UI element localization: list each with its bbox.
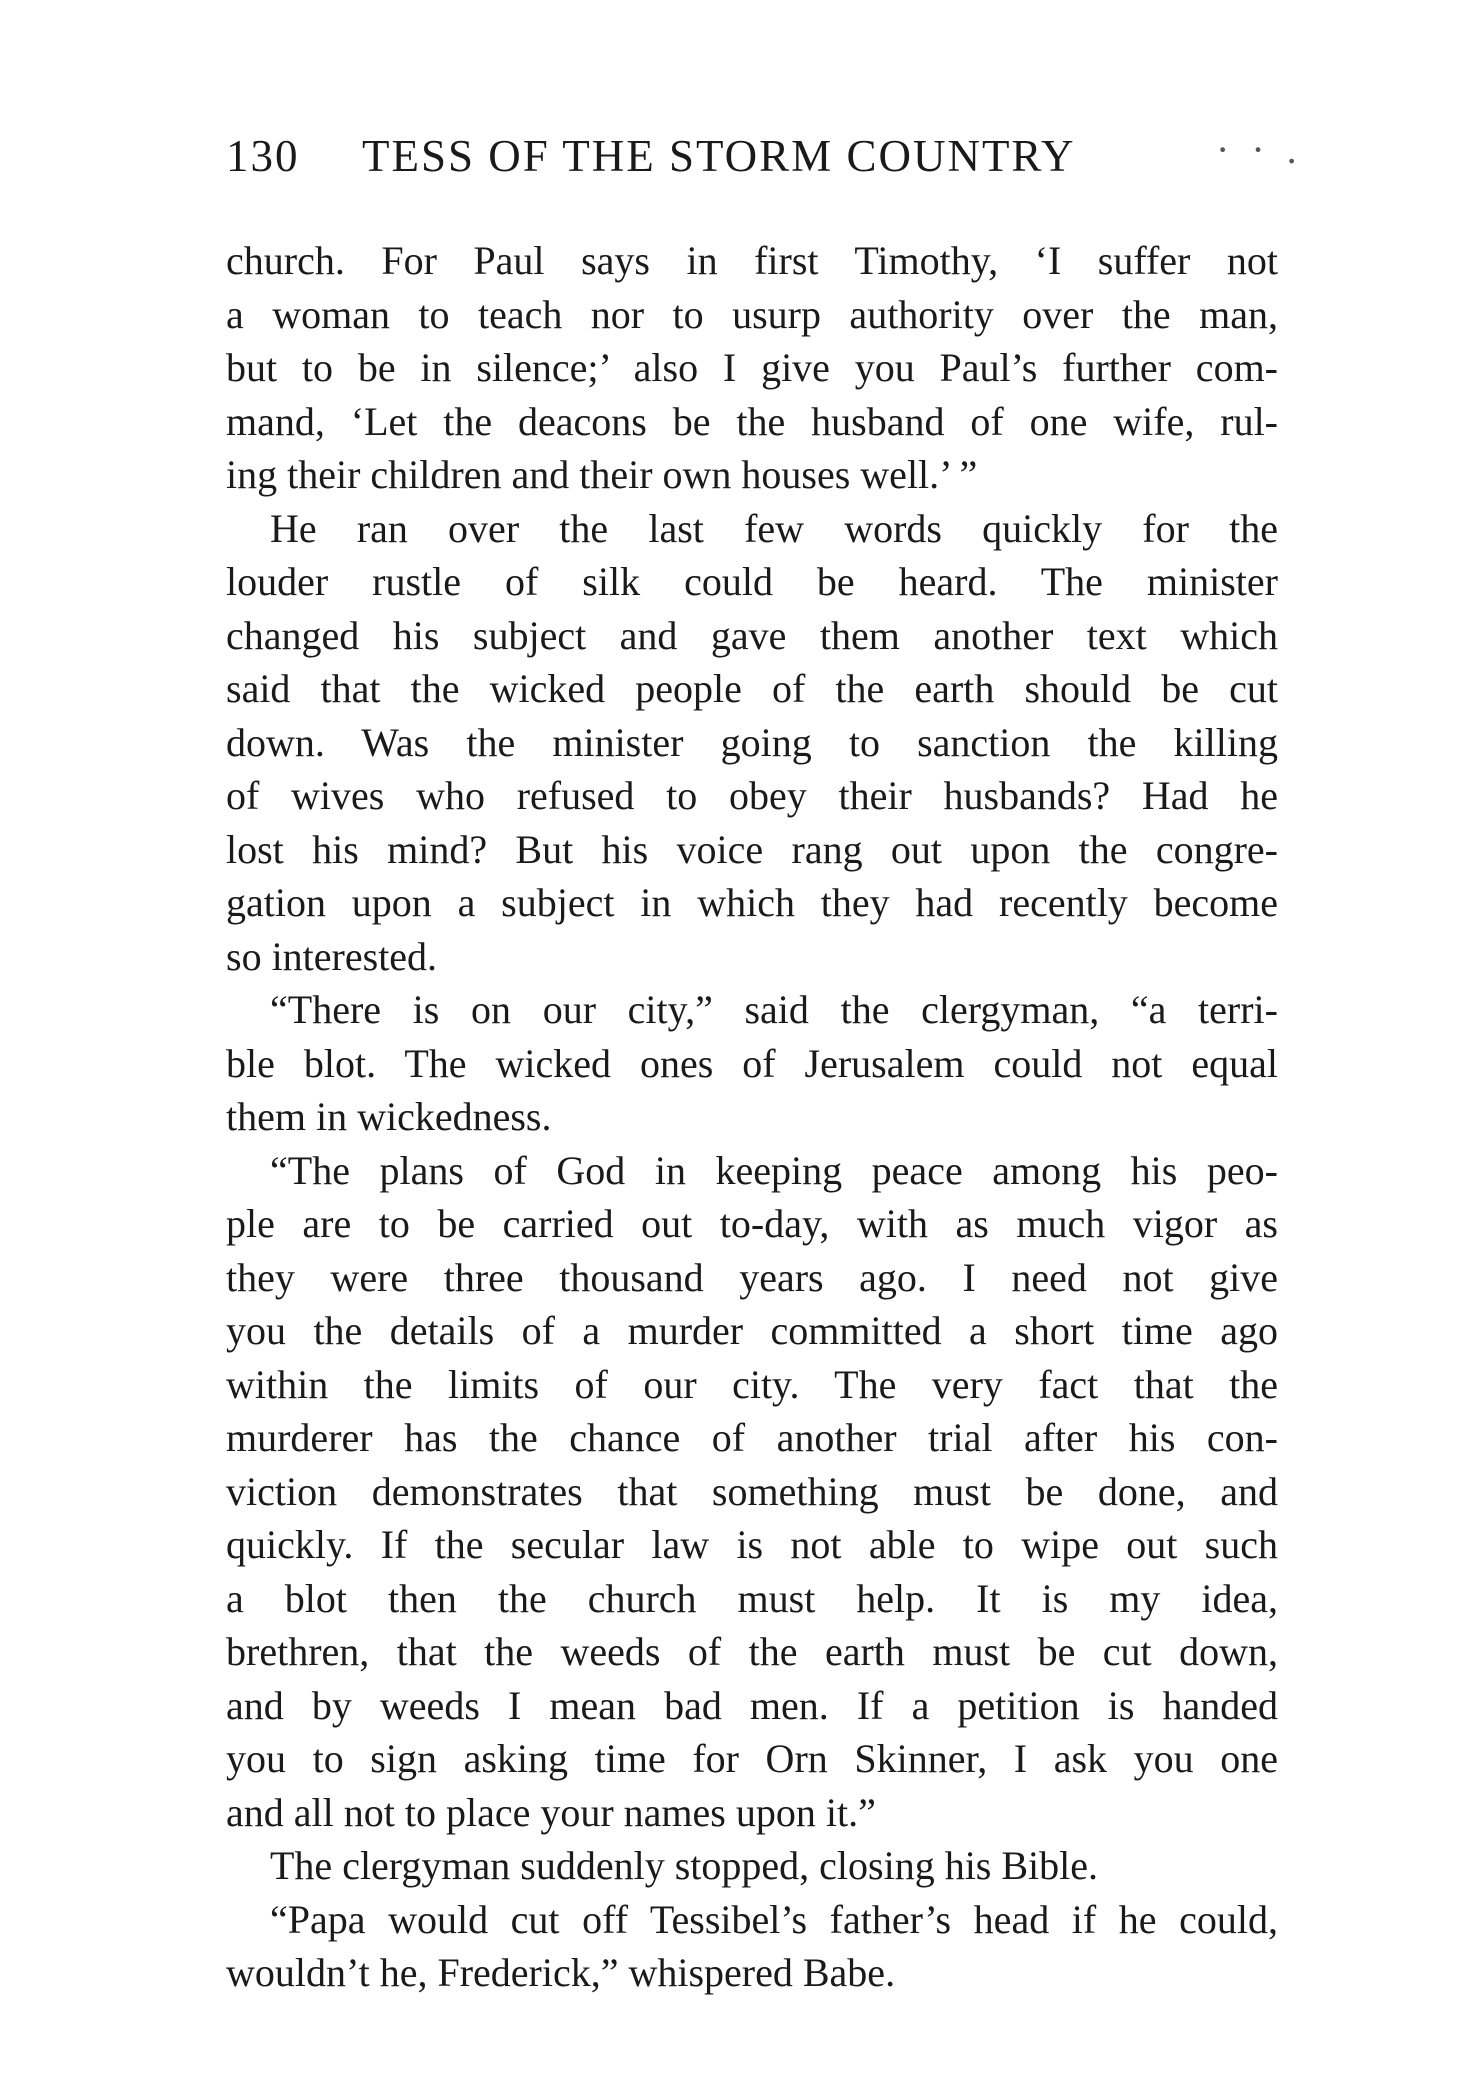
text-line: but to be in silence;’ also I give you Paul’s further com- bbox=[226, 345, 1278, 390]
text-line: ing their children and their own houses well.’ ” bbox=[226, 452, 978, 497]
header-mark: · · . bbox=[1216, 127, 1303, 172]
text-line: a blot then the church must help. It is my idea, bbox=[226, 1575, 1278, 1621]
text-line: changed his subject and gave them another text which bbox=[226, 612, 1278, 658]
text-line: murderer has the chance of another trial after his con- bbox=[226, 1415, 1278, 1460]
text-line: brethren, that the weeds of the earth must be cut down, bbox=[226, 1629, 1278, 1674]
paragraph bbox=[226, 1144, 1278, 1840]
text-line: them in wickedness. bbox=[226, 1094, 552, 1139]
text-line: He ran over the last few words quickly for the bbox=[270, 505, 1278, 551]
paragraph bbox=[226, 502, 1278, 984]
text-line: “Papa would cut off Tessibel’s father’s head if he could, bbox=[270, 1896, 1278, 1942]
text-line: you the details of a murder committed a short time ago bbox=[226, 1308, 1278, 1353]
text-line: lost his mind? But his voice rang out upon the congre- bbox=[226, 826, 1278, 872]
text-line: viction demonstrates that something must be done, and bbox=[226, 1468, 1278, 1514]
text-line: and all not to place your names upon it.” bbox=[226, 1789, 876, 1835]
text-line: they were three thousand years ago. I need not give bbox=[226, 1254, 1278, 1300]
text-line: within the limits of our city. The very fact that the bbox=[226, 1361, 1278, 1407]
text-line: “The plans of God in keeping peace among his peo- bbox=[270, 1147, 1278, 1193]
running-head bbox=[226, 127, 1303, 200]
text-line: louder rustle of silk could be heard. The minister bbox=[226, 559, 1278, 604]
paragraph bbox=[226, 234, 1278, 502]
text-line: mand, ‘Let the deacons be the husband of one wife, rul- bbox=[226, 398, 1278, 444]
text-line: ple are to be carried out to-day, with as much vigor as bbox=[226, 1201, 1278, 1246]
text-line: and by weeds I mean bad men. If a petition is handed bbox=[226, 1682, 1278, 1728]
text-line: gation upon a subject in which they had recently become bbox=[226, 880, 1278, 925]
text-line: church. For Paul says in first Timothy, ‘I suffer not bbox=[226, 238, 1278, 283]
text-line: The clergyman suddenly stopped, closing his Bible. bbox=[270, 1843, 1099, 1888]
paragraph bbox=[226, 1839, 1278, 1893]
text-line: quickly. If the secular law is not able to wipe out such bbox=[226, 1522, 1278, 1567]
text-line: you to sign asking time for Orn Skinner, I ask you one bbox=[226, 1736, 1278, 1781]
text-line: ble blot. The wicked ones of Jerusalem could not equal bbox=[226, 1040, 1278, 1086]
book-title: TESS OF THE STORM COUNTRY bbox=[362, 131, 1076, 181]
text-line: a woman to teach nor to usurp authority over the man, bbox=[226, 291, 1278, 337]
text-line: of wives who refused to obey their husbands? Had he bbox=[226, 773, 1278, 818]
text-line: said that the wicked people of the earth should be cut bbox=[226, 666, 1278, 711]
text-line: down. Was the minister going to sanction the killing bbox=[226, 719, 1278, 765]
text-line: wouldn’t he, Frederick,” whispered Babe. bbox=[226, 1950, 896, 1995]
paragraph bbox=[226, 1893, 1278, 2000]
text-line: so interested. bbox=[226, 933, 438, 979]
paragraph bbox=[226, 983, 1278, 1144]
body-text bbox=[226, 234, 1278, 2000]
text-line: “There is on our city,” said the clergyman, “a terri- bbox=[270, 987, 1278, 1032]
page-number: 130 bbox=[226, 131, 300, 181]
